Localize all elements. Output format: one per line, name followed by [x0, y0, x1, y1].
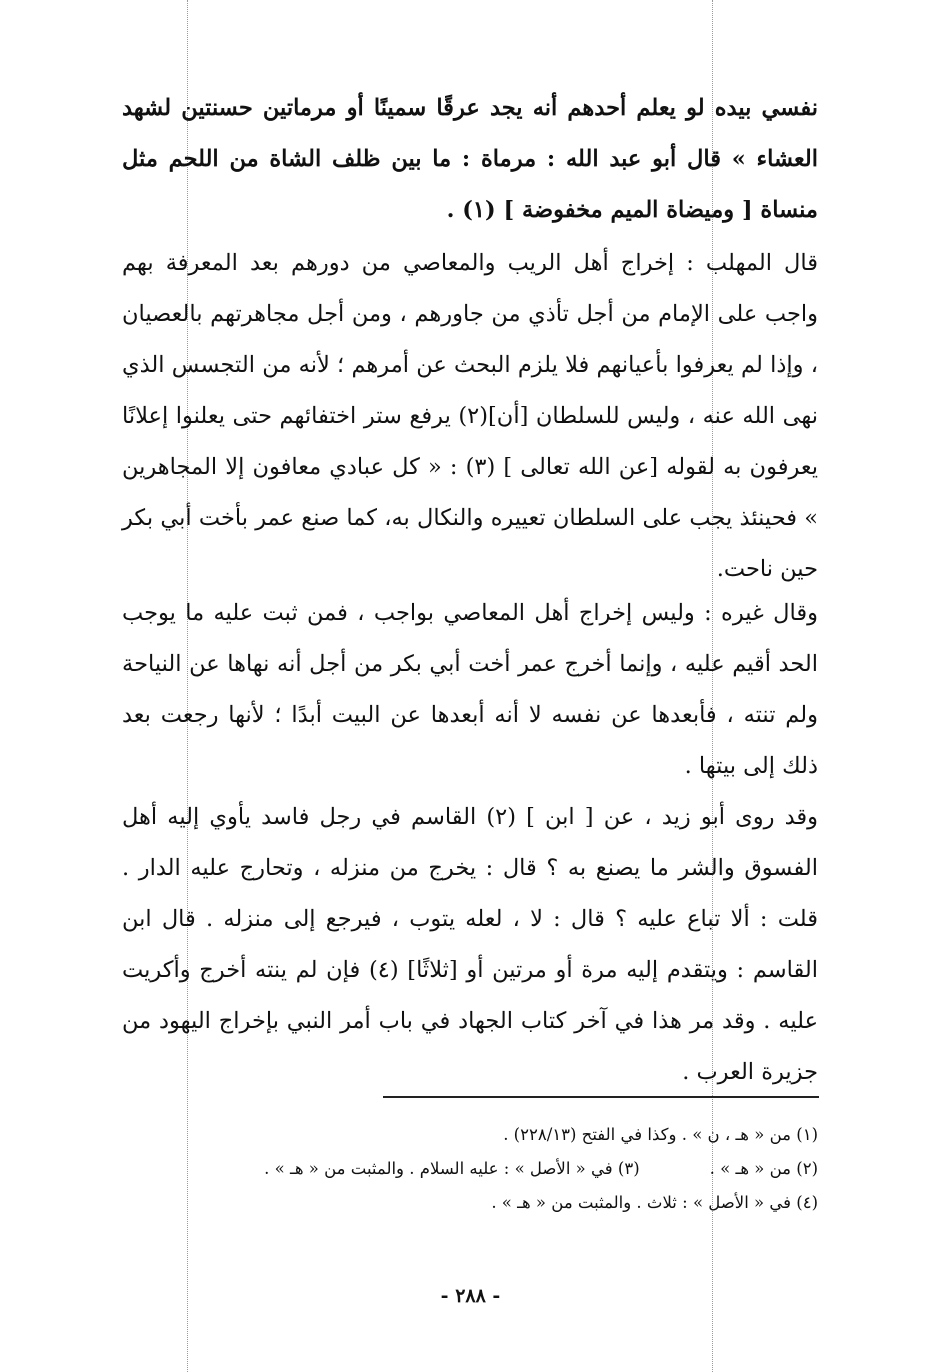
body-text — [122, 238, 818, 595]
body-text — [122, 83, 818, 236]
footnote-4: (٤) في « الأصل » : ثلاث . والمثبت من « هـ » . — [491, 1193, 818, 1212]
body-text — [122, 588, 818, 792]
footnote-row — [122, 1152, 818, 1186]
footnote-1: (١) من « هـ ، ن » . وكذا في الفتح (٢٢٨/١٣) . — [503, 1125, 818, 1144]
footnote-3: (٣) في « الأصل » : عليه السلام . والمثبت من « هـ » . — [264, 1159, 640, 1178]
body-text — [122, 792, 818, 1098]
paragraph-4: وقد روى أبو زيد ، عن [ ابن ] (٢) القاسم في رجل فاسد يأوي إليه أهل الفسوق والشر ما يصنع به ؟ قال : يخرج من منزله ، وتحارج عليه الدار . قلت : ألا تباع عليه ؟ قال : لا ، لعله يتوب ، فيرجع إلى منزله . قال ابن القاسم : ويتقدم إليه مرة أو مرتين أو [ثلاثًا] (٤) فإن لم ينته أخرج وأكريت عليه . وقد مر هذا في آخر كتاب الجهاد في باب أمر النبي بإخراج اليهود من جزيرة العرب . — [122, 804, 818, 1085]
footnotes — [122, 1118, 818, 1220]
footnote-separator — [383, 1096, 819, 1098]
footnote-2: (٢) من « هـ » . — [709, 1159, 818, 1178]
paragraph-2: قال المهلب : إخراج أهل الريب والمعاصي من دورهم بعد المعرفة بهم واجب على الإمام من أجل تأذي من جاورهم ، ومن أجل مجاهرتهم بالعصيان ، وإذا لم يعرفوا بأعيانهم فلا يلزم البحث عن أمرهم ؛ لأنه من التجسس الذي نهى الله عنه ، وليس للسلطان [أن](٢) يرفع ستر اختفائهم حتى يعلنوا إعلانًا يعرفون به لقوله [عن الله تعالى ] (٣) : « كل عبادي معافون إلا المجاهرين » فحينئذ يجب على السلطان تعييره والنكال به، كما صنع عمر بأخت أبي بكر حين ناحت. — [122, 250, 818, 582]
paragraph-1: نفسي بيده لو يعلم أحدهم أنه يجد عرقًا سمينًا أو مرماتين حسنتين لشهد العشاء » قال أبو عبد الله : مرماة : ما بين ظلف الشاة من اللحم مثل منساة [ وميضاة الميم مخفوضة ] (١) . — [122, 95, 818, 223]
page-number: - ٢٨٨ - — [440, 1285, 501, 1307]
paragraph-3: وقال غيره : وليس إخراج أهل المعاصي بواجب ، فمن ثبت عليه ما يوجب الحد أقيم عليه ، وإنما أخرج عمر أخت أبي بكر من أجل أنه نهاها عن النياحة ولم تنته ، فأبعدها عن نفسه لا أنه أبعدها عن البيت أبدًا ؛ لأنها رجعت بعد ذلك إلى بيتها . — [122, 600, 818, 779]
